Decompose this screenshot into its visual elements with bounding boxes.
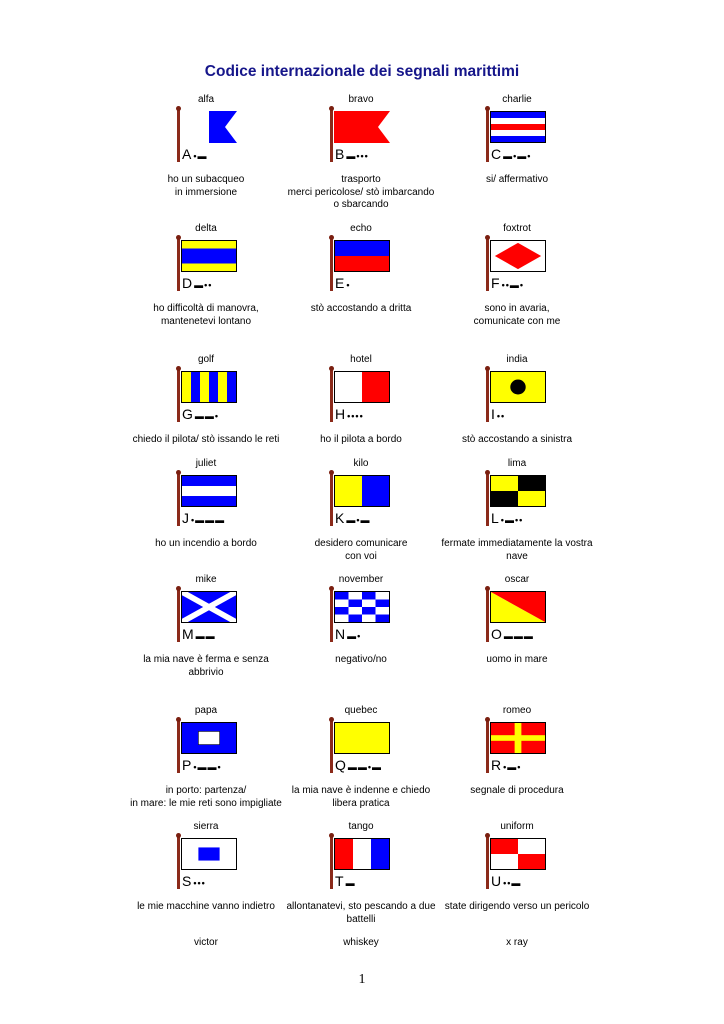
flag-graphic xyxy=(486,366,566,426)
flag-charlie-icon xyxy=(490,111,546,143)
flag-letter: R xyxy=(491,757,502,773)
flag-letter: N xyxy=(335,626,346,642)
morse-code xyxy=(335,510,371,526)
flagpole xyxy=(330,108,333,162)
flag-meaning xyxy=(422,901,612,914)
flag-letter: T xyxy=(335,873,344,889)
flag-name: alfa xyxy=(197,94,215,105)
flag-letter: A xyxy=(182,146,192,162)
flag-graphic xyxy=(330,470,410,530)
flag-alfa-icon xyxy=(181,111,237,143)
flag-letter: E xyxy=(335,275,345,291)
flag-name: charlie xyxy=(502,94,532,105)
flag-meaning-line: chiedo il pilota/ stò issando le reti xyxy=(132,434,280,445)
flag-meaning-line: o sbarcando xyxy=(333,199,389,210)
flag-name: whiskey xyxy=(343,937,379,948)
flag-graphic xyxy=(486,106,566,166)
flag-name: uniform xyxy=(500,821,534,832)
flag-meaning-line: fermate immediatamente la vostra xyxy=(441,538,593,549)
flag-meaning-line: in porto: partenza/ xyxy=(165,785,247,796)
flag-graphic xyxy=(486,833,566,893)
flag-name: papa xyxy=(194,705,218,716)
flag-name: oscar xyxy=(504,574,530,585)
morse-signal: • xyxy=(346,279,351,290)
flag-meaning-line: stò accostando a sinistra xyxy=(461,434,573,445)
flag-letter: G xyxy=(182,406,193,422)
morse-signal: ▬•▬ xyxy=(346,514,371,525)
flagpole xyxy=(330,237,333,291)
flag-name: sierra xyxy=(193,821,219,832)
flag-letter: J xyxy=(182,510,189,526)
morse-code xyxy=(491,626,534,642)
flag-graphic xyxy=(486,717,566,777)
morse-code xyxy=(182,757,222,773)
flag-meaning xyxy=(422,785,612,798)
flag-meaning-line: state dirigendo verso un pericolo xyxy=(444,901,590,912)
morse-signal: •▬ xyxy=(193,150,208,161)
flag-meaning-line: le mie macchine vanno indietro xyxy=(137,901,275,912)
flag-meaning xyxy=(422,174,612,187)
flag-meaning-line: in immersione xyxy=(174,186,238,198)
flag-name: foxtrot xyxy=(503,223,531,234)
morse-code xyxy=(335,757,382,773)
flag-name: echo xyxy=(350,223,372,234)
flag-echo-icon xyxy=(334,240,390,272)
flag-meaning xyxy=(422,434,612,447)
flag-letter: F xyxy=(491,275,500,291)
flagpole xyxy=(330,472,333,526)
flag-graphic xyxy=(486,470,566,530)
flag-name: kilo xyxy=(353,458,369,469)
morse-signal: ▬•• xyxy=(194,279,213,290)
flag-tango-icon xyxy=(334,838,390,870)
flag-meaning-line: ho il pilota a bordo xyxy=(320,434,402,445)
morse-code xyxy=(182,146,208,162)
flag-name: quebec xyxy=(344,705,378,716)
morse-code xyxy=(491,146,531,162)
morse-code xyxy=(491,757,521,773)
flag-graphic xyxy=(330,366,410,426)
flag-meaning-line: ho un incendio a bordo xyxy=(155,538,257,549)
flagpole xyxy=(177,719,180,773)
flagpole xyxy=(486,719,489,773)
flag-meaning-line: uomo in mare xyxy=(486,654,548,665)
flag-name: romeo xyxy=(502,705,532,716)
flag-letter: C xyxy=(491,146,502,162)
flag-name: victor xyxy=(194,937,218,948)
page-number: 1 xyxy=(358,972,366,987)
flagpole xyxy=(486,472,489,526)
morse-code xyxy=(335,406,364,422)
morse-code xyxy=(335,873,356,889)
flag-meaning-line: libera pratica xyxy=(332,797,390,809)
flag-name: juliet xyxy=(195,458,217,469)
morse-code xyxy=(335,275,351,291)
flag-name: bravo xyxy=(348,94,374,105)
flag-graphic xyxy=(330,833,410,893)
flag-meaning-line: con voi xyxy=(345,550,377,562)
flag-letter: P xyxy=(182,757,192,773)
flag-delta-icon xyxy=(181,240,237,272)
morse-code xyxy=(182,873,206,889)
morse-code xyxy=(182,510,225,526)
flag-letter: I xyxy=(491,406,495,422)
flag-name: x ray xyxy=(506,937,528,948)
morse-code xyxy=(182,626,216,642)
flagpole xyxy=(177,368,180,422)
morse-signal: ▬▬▬ xyxy=(503,630,534,641)
morse-code xyxy=(491,873,521,889)
flag-letter: H xyxy=(335,406,346,422)
flag-letter: L xyxy=(491,510,499,526)
flag-meaning-line: mantenetevi lontano xyxy=(160,315,252,327)
flag-name: india xyxy=(506,354,528,365)
flagpole xyxy=(486,588,489,642)
flag-letter: Q xyxy=(335,757,346,773)
flag-graphic xyxy=(486,586,566,646)
flagpole xyxy=(486,835,489,889)
flag-graphic xyxy=(330,586,410,646)
morse-signal: ••▬• xyxy=(501,279,525,290)
page-title: Codice internazionale dei segnali marittimi xyxy=(204,63,520,80)
flag-meaning-line: ho difficoltà di manovra, xyxy=(153,303,259,314)
morse-code xyxy=(335,146,369,162)
flag-quebec-icon xyxy=(334,722,390,754)
flag-graphic xyxy=(177,366,257,426)
flag-meaning-line: stò accostando a dritta xyxy=(310,303,412,314)
flag-graphic xyxy=(177,106,257,166)
morse-signal: •••• xyxy=(347,410,364,421)
flag-meaning-line: nave xyxy=(506,550,528,562)
flagpole xyxy=(177,835,180,889)
morse-code xyxy=(491,510,523,526)
flag-name: hotel xyxy=(350,354,372,365)
flag-oscar-icon xyxy=(490,591,546,623)
flagpole xyxy=(330,368,333,422)
morse-signal: •▬▬▬ xyxy=(191,514,226,525)
flag-meaning-line: negativo/no xyxy=(335,654,387,665)
flag-romeo-icon xyxy=(490,722,546,754)
flag-meaning-line: desidero comunicare xyxy=(314,538,408,549)
morse-signal: ••▬ xyxy=(503,877,522,888)
morse-signal: ▬▬• xyxy=(194,410,220,421)
flag-lima-icon xyxy=(490,475,546,507)
morse-signal: ▬• xyxy=(347,630,362,641)
flag-letter: M xyxy=(182,626,194,642)
flag-graphic xyxy=(177,717,257,777)
morse-signal: •• xyxy=(496,410,506,421)
flagpole xyxy=(177,108,180,162)
flag-meaning-line: la mia nave è ferma e senza xyxy=(143,654,269,665)
flag-meaning-line: sono in avaria, xyxy=(484,303,550,314)
morse-code xyxy=(182,406,219,422)
flag-graphic xyxy=(330,106,410,166)
flag-meaning-line: merci pericolose/ stò imbarcando xyxy=(287,186,435,198)
flagpole xyxy=(330,588,333,642)
flag-november-icon xyxy=(334,591,390,623)
morse-signal: ▬▬ xyxy=(195,630,216,641)
flag-graphic xyxy=(177,833,257,893)
flag-meaning-line: abbrivio xyxy=(188,666,224,678)
flag-foxtrot-icon xyxy=(490,240,546,272)
flag-letter: S xyxy=(182,873,192,889)
flag-graphic xyxy=(177,235,257,295)
flag-graphic xyxy=(330,717,410,777)
morse-signal: •▬•• xyxy=(500,514,524,525)
flag-meaning xyxy=(422,303,612,328)
flag-graphic xyxy=(177,586,257,646)
flag-meaning xyxy=(422,654,612,667)
morse-signal: ••• xyxy=(193,877,206,888)
flag-name: lima xyxy=(507,458,527,469)
morse-code xyxy=(182,275,212,291)
flag-name: golf xyxy=(197,354,215,365)
flag-letter: D xyxy=(182,275,193,291)
morse-signal: •▬▬• xyxy=(193,761,222,772)
flag-india-icon xyxy=(490,371,546,403)
flag-name: mike xyxy=(195,574,217,585)
flag-meaning-line: trasporto xyxy=(341,174,381,185)
flag-graphic xyxy=(330,235,410,295)
flag-letter: O xyxy=(491,626,502,642)
flag-graphic xyxy=(486,235,566,295)
flag-golf-icon xyxy=(181,371,237,403)
flagpole xyxy=(486,108,489,162)
morse-code xyxy=(491,406,505,422)
morse-code xyxy=(491,275,524,291)
flag-letter: U xyxy=(491,873,502,889)
flag-bravo-icon xyxy=(334,111,390,143)
flag-meaning-line: allontanatevi, sto pescando a due xyxy=(286,901,436,912)
flag-graphic xyxy=(177,470,257,530)
flag-papa-icon xyxy=(181,722,237,754)
flag-meaning xyxy=(422,538,612,563)
flag-name: november xyxy=(338,574,384,585)
flag-meaning-line: segnale di procedura xyxy=(470,785,564,796)
flag-mike-icon xyxy=(181,591,237,623)
morse-signal: ▬▬•▬ xyxy=(347,761,383,772)
flag-letter: B xyxy=(335,146,345,162)
flag-name: tango xyxy=(348,821,374,832)
flag-meaning-line: si/ affermativo xyxy=(485,174,549,185)
flagpole xyxy=(330,719,333,773)
flag-meaning-line: battelli xyxy=(346,913,376,925)
flag-meaning-line: in mare: le mie reti sono impigliate xyxy=(130,797,282,809)
flagpole xyxy=(486,368,489,422)
flag-kilo-icon xyxy=(334,475,390,507)
flag-name: delta xyxy=(195,223,217,234)
flag-uniform-icon xyxy=(490,838,546,870)
flagpole xyxy=(330,835,333,889)
flag-meaning-line: la mia nave è indenne e chiedo xyxy=(291,785,431,796)
morse-signal: ▬ xyxy=(345,877,356,888)
flag-juliet-icon xyxy=(181,475,237,507)
flag-letter: K xyxy=(335,510,345,526)
flag-sierra-icon xyxy=(181,838,237,870)
morse-signal: ▬••• xyxy=(346,150,369,161)
flagpole xyxy=(486,237,489,291)
flag-meaning-line: ho un subacqueo xyxy=(167,174,245,185)
morse-code xyxy=(335,626,361,642)
morse-signal: •▬• xyxy=(503,761,522,772)
morse-signal: ▬•▬• xyxy=(503,150,532,161)
flagpole xyxy=(177,237,180,291)
flag-hotel-icon xyxy=(334,371,390,403)
flagpole xyxy=(177,588,180,642)
flag-meaning-line: comunicate con me xyxy=(473,315,561,327)
flagpole xyxy=(177,472,180,526)
